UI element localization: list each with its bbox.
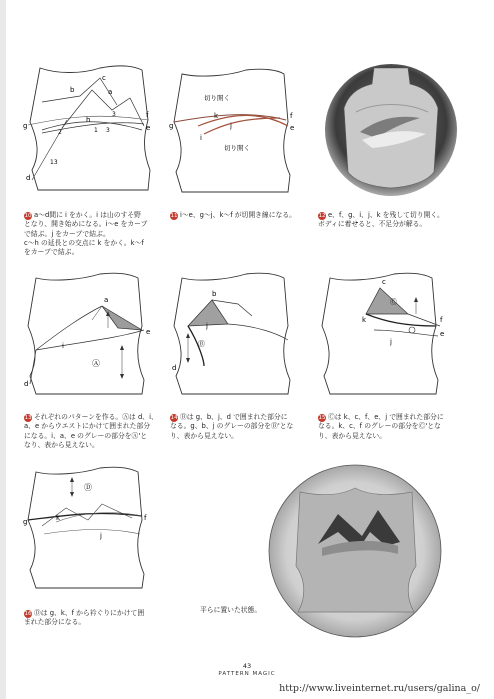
fig6-label: e: [440, 330, 445, 338]
page-number: 43: [242, 662, 252, 670]
step-text: e、f、g、i、j、k を残して切り開く。 ボディに着せると、不足分が解る。: [318, 211, 444, 229]
fig7-label: Ⓓ: [84, 483, 92, 492]
fig1-label: f: [146, 111, 149, 119]
step-caption: [24, 202, 162, 257]
fig4-label: e: [146, 328, 151, 336]
step-number-badge: 13: [24, 415, 32, 422]
fig6-label: f: [440, 316, 443, 324]
step-number-badge: 12: [318, 213, 326, 220]
fig2-label: f: [290, 112, 293, 120]
fig1-label: d: [26, 174, 31, 182]
fig1-label: 2: [58, 129, 62, 136]
fig6-label: k: [362, 316, 367, 324]
step-text: それぞれのパターンを作る。Ⓐは d、i、 a、e からウエストにかけて囲まれた部分 になる。i、a、e のグレーの部分をⒶ'と なり、表から見えない。: [24, 413, 158, 449]
fig6-label: Ⓒ: [390, 298, 397, 306]
step-number-badge: 14: [170, 415, 178, 422]
fig1-label: h: [86, 116, 91, 124]
step-text: a～d間に i をかく。i は山のすそ野 となり、開き始めになる。i～e をカーブ で結ぶ。j をカーブで結ぶ。 c～h の延長との交点に k をかく。k～f をカーブで結ぶ。: [24, 211, 148, 257]
fig1-label: e: [146, 124, 151, 132]
fig5-label: Ⓑ: [198, 340, 205, 348]
fig2-label: 切り開く: [224, 144, 250, 152]
fig6-label: c: [382, 278, 386, 286]
fig4-label: i: [62, 342, 64, 350]
fig1-label: g: [23, 122, 28, 130]
bodice-diagram-step-13: [22, 270, 156, 400]
bodice-diagram-step-11: [168, 60, 302, 198]
step-caption: [170, 202, 310, 220]
step-text: Ⓓは g、k、f から衿ぐりにかけて囲 まれた部分になる。: [24, 609, 145, 627]
step-caption: [24, 600, 174, 628]
fig7-label: f: [144, 514, 147, 522]
flat-garment-photo: [266, 462, 444, 640]
fig1-label: 3: [112, 111, 116, 118]
step-caption: [24, 404, 164, 450]
fig4-label: a: [104, 296, 109, 304]
fig2-label: 切り開く: [204, 94, 230, 102]
step-number-badge: 15: [318, 415, 326, 422]
bodice-diagram-step-14: [168, 270, 302, 400]
fig7-label: k: [56, 514, 61, 522]
dress-form-photo: [316, 62, 466, 202]
fig2-label: k: [214, 112, 219, 120]
step-text: Ⓒは k、c、f、e、j で囲まれた部分に なる。k、c、f のグレーの部分をⒸ'とな り、表から見えない。: [318, 413, 444, 440]
fig4-label: d: [24, 380, 29, 388]
fig2-label: g: [169, 122, 174, 130]
step-number-badge: 16: [24, 611, 32, 618]
fig1-label: 1: [94, 127, 98, 134]
fig1-label: 3: [106, 127, 110, 134]
step-caption: [318, 404, 468, 441]
running-title: PATTERN MAGIC: [218, 671, 276, 677]
fig1-label: 13: [50, 159, 58, 166]
bodice-diagram-step-10: [22, 60, 162, 198]
fig2-label: j: [230, 122, 232, 130]
source-url-watermark: http://www.liveinternet.ru/users/galina_o/: [279, 683, 480, 694]
step-number-badge: 10: [24, 213, 32, 220]
bodice-diagram-step-16: [22, 462, 156, 592]
step-text: Ⓑは g、b、j、d で囲まれた部分に なる。g、b、j のグレーの部分をⒷ'とな り、表から見えない。: [170, 413, 294, 440]
fig5-label: d: [172, 364, 177, 372]
flat-photo-caption: 平らに置いた状態。: [200, 606, 262, 614]
fig7-label: g: [23, 518, 28, 526]
fig7-label: j: [100, 532, 102, 540]
fig2-label: e: [290, 124, 295, 132]
page-gutter-shadow: [0, 0, 6, 699]
fig5-label: b: [212, 290, 217, 298]
step-number-badge: 11: [170, 213, 178, 220]
fig4-label: Ⓐ: [92, 359, 100, 368]
fig6-label: j: [390, 338, 392, 346]
step-text: i～e、g～j、k～f が切開き線になる。: [180, 211, 296, 220]
fig1-label: a: [108, 88, 113, 96]
fig5-label: j: [206, 322, 208, 330]
fig2-label: i: [200, 134, 202, 142]
bodice-diagram-step-15: [316, 270, 450, 400]
fig1-label: b: [70, 86, 75, 94]
fig1-label: c: [102, 74, 106, 82]
step-caption: [318, 202, 468, 230]
step-caption: [170, 404, 310, 441]
